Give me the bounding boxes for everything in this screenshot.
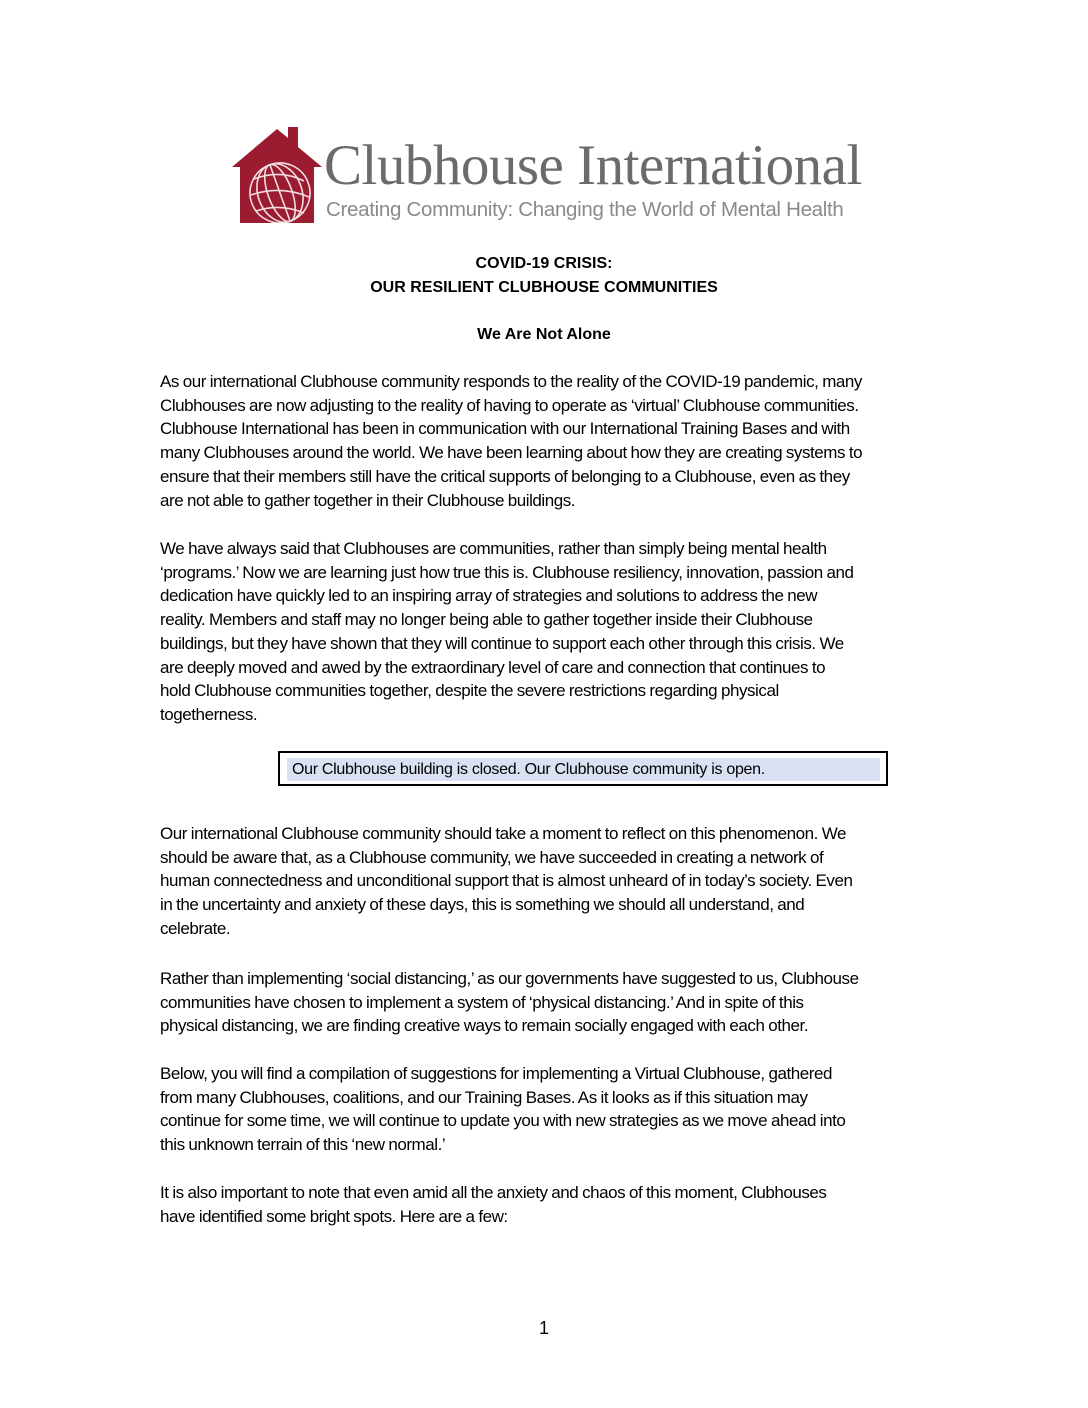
paragraph-line: Rather than implementing ‘social distancing,’ as our governments have suggested to us, Clubhouse	[160, 969, 859, 988]
paragraph-line: from many Clubhouses, coalitions, and our Training Bases. As it looks as if this situation may	[160, 1087, 808, 1107]
paragraph-6	[160, 1181, 960, 1228]
paragraph-line: should be aware that, as a Clubhouse community, we have succeeded in creating a network of	[160, 847, 824, 867]
paragraph-5	[160, 1062, 960, 1157]
page-number: 1	[538, 1318, 549, 1338]
title-line-1: COVID-19 CRISIS:	[475, 255, 613, 272]
paragraph-line: We have always said that Clubhouses are communities, rather than simply being mental health	[160, 539, 827, 558]
logo-name: Clubhouse International	[324, 134, 862, 197]
title-line-2: OUR RESILIENT CLUBHOUSE COMMUNITIES	[370, 279, 718, 296]
paragraph-line: continue for some time, we will continue to update you with new strategies as we move ahead into	[160, 1111, 846, 1131]
paragraph-1	[160, 370, 960, 512]
paragraph-line: this unknown terrain of this ‘new normal.’	[160, 1135, 446, 1155]
paragraph-line: Clubhouses are now adjusting to the reality of having to operate as ‘virtual’ Clubhouse communities.	[160, 395, 859, 415]
paragraph-line: celebrate.	[160, 918, 231, 938]
paragraph-line: are deeply moved and awed by the extraordinary level of care and connection that continues to	[160, 657, 826, 677]
paragraph-line: buildings, but they have shown that they will continue to support each other through this crisis. We	[160, 633, 844, 653]
paragraph-line: As our international Clubhouse community responds to the reality of the COVID-19 pandemic, many	[160, 372, 862, 391]
paragraph-line: togetherness.	[160, 704, 258, 724]
callout-text: Our Clubhouse building is closed. Our Clubhouse community is open.	[287, 758, 880, 781]
paragraph-line: many Clubhouses around the world. We have been learning about how they are creating systems to	[160, 443, 863, 463]
paragraph-line: reality. Members and staff may no longer being able to gather together inside their Clubhouse	[160, 610, 813, 630]
paragraph-line: dedication have quickly led to an inspiring array of strategies and solutions to address the new	[160, 586, 818, 606]
paragraph-line: hold Clubhouse communities together, despite the severe restrictions regarding physical	[160, 681, 779, 701]
paragraph-line: in the uncertainty and anxiety of these days, this is something we should all understand, and	[160, 895, 805, 915]
paragraph-2	[160, 537, 960, 727]
paragraph-line: It is also important to note that even amid all the anxiety and chaos of this moment, Clubhouses	[160, 1183, 827, 1202]
callout-box	[278, 751, 888, 786]
paragraph-line: ‘programs.’ Now we are learning just how true this is. Clubhouse resiliency, innovation, passion and	[160, 562, 854, 582]
paragraph-line: physical distancing, we are finding creative ways to remain socially engaged with each other.	[160, 1016, 809, 1036]
paragraph-line: communities have chosen to implement a system of ‘physical distancing.’ And in spite of this	[160, 992, 804, 1012]
paragraph-line: have identified some bright spots. Here are a few:	[160, 1206, 508, 1226]
paragraph-line: Below, you will find a compilation of suggestions for implementing a Virtual Clubhouse, gathered	[160, 1064, 832, 1083]
paragraph-line: Clubhouse International has been in communication with our International Training Bases and with	[160, 419, 850, 439]
paragraph-3	[160, 822, 960, 941]
paragraph-line: human connectedness and unconditional support that is almost unheard of in today’s society. Even	[160, 871, 853, 891]
clubhouse-international-logo	[232, 127, 872, 227]
paragraph-line: ensure that their members still have the critical supports of belonging to a Clubhouse, even as they	[160, 466, 850, 486]
paragraph-line: are not able to gather together in their Clubhouse buildings.	[160, 490, 576, 510]
subtitle: We Are Not Alone	[477, 326, 611, 343]
house-globe-icon	[232, 127, 322, 223]
paragraph-line: Our international Clubhouse community should take a moment to reflect on this phenomenon. We	[160, 824, 847, 843]
logo-tagline: Creating Community: Changing the World of Mental Health	[326, 198, 844, 221]
paragraph-4	[160, 967, 960, 1038]
